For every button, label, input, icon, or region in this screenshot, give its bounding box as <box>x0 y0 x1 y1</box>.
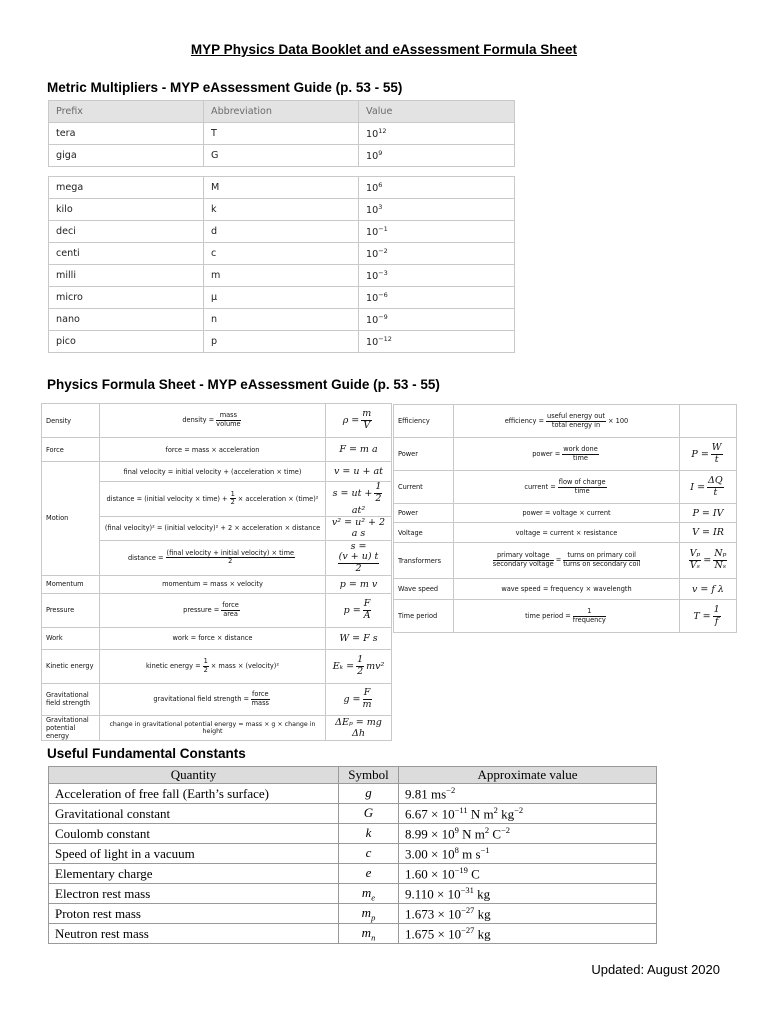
value-cell: $10^{12}$ <box>359 123 515 145</box>
word-formula: final velocity = initial velocity + (acceleration × time) <box>100 462 326 482</box>
table-row <box>49 287 515 309</box>
word-formula: momentum = mass × velocity <box>100 575 326 593</box>
quantity-cell: Gravitational field strength <box>42 683 100 715</box>
table-row <box>394 504 737 523</box>
symbol-formula: p = $\frac{F}{A}$ <box>326 593 392 627</box>
quantity-cell: Electron rest mass <box>49 884 339 904</box>
constants-header-row <box>49 767 657 784</box>
word-formula: gravitational field strength = force mass <box>100 683 326 715</box>
prefix-cell: giga <box>49 145 204 167</box>
table-row <box>42 404 392 438</box>
symbol-formula: v = f λ <box>680 579 737 600</box>
value-cell: $1.60 \times 10^{-19}$ C <box>399 864 657 884</box>
formula-table-left <box>41 403 392 741</box>
word-formula: wave speed = frequency × wavelength <box>454 579 680 600</box>
prefix-cell: kilo <box>49 199 204 221</box>
col-approx-value: Approximate value <box>399 767 657 784</box>
table-row <box>394 543 737 579</box>
quantity-cell: Speed of light in a vacuum <box>49 844 339 864</box>
symbol-cell: $m_p$ <box>339 904 399 924</box>
symbol-formula: v = u + at <box>326 462 392 482</box>
quantity-cell: Transformers <box>394 543 454 579</box>
table-row <box>49 884 657 904</box>
table-row <box>394 438 737 471</box>
symbol-formula <box>680 405 737 438</box>
value-cell: $10^3$ <box>359 199 515 221</box>
word-formula: kinetic energy = $\frac{1}{2}$ × mass × (velocity)² <box>100 649 326 683</box>
word-formula: primary voltage secondary voltage = turns on primary coil turns on secondary coil <box>454 543 680 579</box>
table-row <box>394 600 737 633</box>
word-formula: power = voltage × current <box>454 504 680 523</box>
col-prefix: Prefix <box>49 101 204 123</box>
value-cell: $10^{-12}$ <box>359 331 515 353</box>
symbol-formula: W = F s <box>326 627 392 649</box>
quantity-cell: Pressure <box>42 593 100 627</box>
quantity-cell: Force <box>42 438 100 462</box>
quantity-cell: Density <box>42 404 100 438</box>
symbol-formula: ΔEₚ = mg Δh <box>326 715 392 740</box>
abbr-cell: c <box>204 243 359 265</box>
prefix-cell: milli <box>49 265 204 287</box>
quantity-cell: Proton rest mass <box>49 904 339 924</box>
value-cell: $10^{-3}$ <box>359 265 515 287</box>
quantity-cell: Gravitational potential energy <box>42 715 100 740</box>
table-row <box>49 784 657 804</box>
table-row <box>49 331 515 353</box>
table-row <box>49 904 657 924</box>
col-abbreviation: Abbreviation <box>204 101 359 123</box>
table-row <box>49 265 515 287</box>
value-cell: $10^{-1}$ <box>359 221 515 243</box>
col-quantity: Quantity <box>49 767 339 784</box>
symbol-formula: F = m a <box>326 438 392 462</box>
value-cell: $1.675 \times 10^{-27}$ kg <box>399 924 657 944</box>
table-row <box>49 309 515 331</box>
quantity-cell: Elementary charge <box>49 864 339 884</box>
metric-heading: Metric Multipliers - MYP eAssessment Guide (p. 53 - 55) <box>47 80 403 95</box>
quantity-cell: Momentum <box>42 575 100 593</box>
formula-heading: Physics Formula Sheet - MYP eAssessment Guide (p. 53 - 55) <box>47 377 440 392</box>
symbol-formula: Eₖ = $\frac{1}{2}$ mv² <box>326 649 392 683</box>
value-cell: $9.110 \times 10^{-31}$ kg <box>399 884 657 904</box>
metric-header-row <box>49 101 515 123</box>
word-formula: pressure = force area <box>100 593 326 627</box>
prefix-cell: micro <box>49 287 204 309</box>
word-formula: (final velocity)² = (initial velocity)² + 2 × acceleration × distance <box>100 516 326 540</box>
prefix-cell: mega <box>49 177 204 199</box>
symbol-formula: p = m v <box>326 575 392 593</box>
symbol-formula: s = $\frac{(v + u) t}{2}$ <box>326 540 392 575</box>
prefix-cell: deci <box>49 221 204 243</box>
table-row <box>42 575 392 593</box>
abbr-cell: G <box>204 145 359 167</box>
quantity-cell: Neutron rest mass <box>49 924 339 944</box>
value-cell: $10^{-2}$ <box>359 243 515 265</box>
col-symbol: Symbol <box>339 767 399 784</box>
table-row <box>49 824 657 844</box>
word-formula: efficiency = useful energy out total energy in × 100 <box>454 405 680 438</box>
quantity-cell: Efficiency <box>394 405 454 438</box>
table-row <box>42 715 392 740</box>
symbol-cell: k <box>339 824 399 844</box>
symbol-formula: g = $\frac{F}{m}$ <box>326 683 392 715</box>
table-row <box>49 199 515 221</box>
table-row <box>49 145 515 167</box>
word-formula: work = force × distance <box>100 627 326 649</box>
table-row <box>394 523 737 543</box>
abbr-cell: T <box>204 123 359 145</box>
quantity-cell: Time period <box>394 600 454 633</box>
symbol-cell: $m_n$ <box>339 924 399 944</box>
abbr-cell: k <box>204 199 359 221</box>
table-row <box>394 405 737 438</box>
metric-table-top <box>48 100 515 167</box>
abbr-cell: d <box>204 221 359 243</box>
quantity-cell: Power <box>394 438 454 471</box>
table-row <box>49 243 515 265</box>
word-formula: time period = 1 frequency <box>454 600 680 633</box>
quantity-cell: Coulomb constant <box>49 824 339 844</box>
word-formula: distance = (initial velocity × time) + $\frac{1}{2}$ × acceleration × (time)² <box>100 482 326 517</box>
word-formula: power = work done time <box>454 438 680 471</box>
quantity-cell: Voltage <box>394 523 454 543</box>
metric-table-bottom <box>48 176 515 353</box>
prefix-cell: nano <box>49 309 204 331</box>
updated-date: Updated: August 2020 <box>591 962 720 977</box>
prefix-cell: pico <box>49 331 204 353</box>
abbr-cell: M <box>204 177 359 199</box>
table-row <box>42 649 392 683</box>
table-row <box>49 177 515 199</box>
word-formula: force = mass × acceleration <box>100 438 326 462</box>
table-row <box>49 844 657 864</box>
symbol-formula: P = $\frac{W}{t}$ <box>680 438 737 471</box>
symbol-formula: I = $\frac{\Delta Q}{t}$ <box>680 471 737 504</box>
quantity-cell: Kinetic energy <box>42 649 100 683</box>
col-value: Value <box>359 101 515 123</box>
quantity-cell: Wave speed <box>394 579 454 600</box>
symbol-formula: T = $\frac{1}{f}$ <box>680 600 737 633</box>
symbol-formula: $\frac{\text{Vₚ}}{\text{Vₛ}}$ = $\frac{\text{Nₚ}}{\text{Nₛ}}$ <box>680 543 737 579</box>
quantity-cell: Acceleration of free fall (Earth’s surface) <box>49 784 339 804</box>
table-row <box>49 123 515 145</box>
value-cell: $1.673 \times 10^{-27}$ kg <box>399 904 657 924</box>
abbr-cell: p <box>204 331 359 353</box>
quantity-cell: Gravitational constant <box>49 804 339 824</box>
value-cell: $10^6$ <box>359 177 515 199</box>
symbol-cell: g <box>339 784 399 804</box>
symbol-formula: ρ = $\frac{m}{V}$ <box>326 404 392 438</box>
quantity-cell: Work <box>42 627 100 649</box>
symbol-cell: G <box>339 804 399 824</box>
word-formula: voltage = current × resistance <box>454 523 680 543</box>
constants-heading: Useful Fundamental Constants <box>47 746 246 761</box>
prefix-cell: centi <box>49 243 204 265</box>
value-cell: $10^9$ <box>359 145 515 167</box>
abbr-cell: n <box>204 309 359 331</box>
symbol-cell: c <box>339 844 399 864</box>
symbol-formula: P = IV <box>680 504 737 523</box>
word-formula: current = flow of charge time <box>454 471 680 504</box>
word-formula: density = mass volume <box>100 404 326 438</box>
table-row <box>49 221 515 243</box>
table-row <box>42 683 392 715</box>
table-row <box>394 471 737 504</box>
table-row <box>42 462 392 482</box>
symbol-cell: $m_e$ <box>339 884 399 904</box>
symbol-cell: e <box>339 864 399 884</box>
value-cell: $10^{-9}$ <box>359 309 515 331</box>
table-row <box>42 593 392 627</box>
prefix-cell: tera <box>49 123 204 145</box>
value-cell: 9.81 $ms^{-2}$ <box>399 784 657 804</box>
constants-table <box>48 766 657 944</box>
word-formula: change in gravitational potential energy = mass × g × change in height <box>100 715 326 740</box>
table-row <box>394 579 737 600</box>
symbol-formula: s = ut + $\frac{1}{2}$ at² <box>326 482 392 517</box>
table-row <box>42 627 392 649</box>
quantity-cell: Power <box>394 504 454 523</box>
quantity-cell: Motion <box>42 462 100 576</box>
abbr-cell: µ <box>204 287 359 309</box>
quantity-cell: Current <box>394 471 454 504</box>
table-row <box>49 804 657 824</box>
value-cell: $8.99 \times 10^9$ N $m^2$ $C^{-2}$ <box>399 824 657 844</box>
page-title: MYP Physics Data Booklet and eAssessment Formula Sheet <box>190 42 578 57</box>
value-cell: $10^{-6}$ <box>359 287 515 309</box>
symbol-formula: v² = u² + 2 a s <box>326 516 392 540</box>
abbr-cell: m <box>204 265 359 287</box>
value-cell: $3.00 \times 10^8$ m $s^{-1}$ <box>399 844 657 864</box>
value-cell: $6.67 \times 10^{-11}$ N $m^2$ $kg^{-2}$ <box>399 804 657 824</box>
symbol-formula: V = IR <box>680 523 737 543</box>
table-row <box>49 864 657 884</box>
word-formula: distance = (final velocity + initial velocity) × time 2 <box>100 540 326 575</box>
table-row <box>49 924 657 944</box>
table-row <box>42 438 392 462</box>
formula-table-right <box>393 404 737 633</box>
